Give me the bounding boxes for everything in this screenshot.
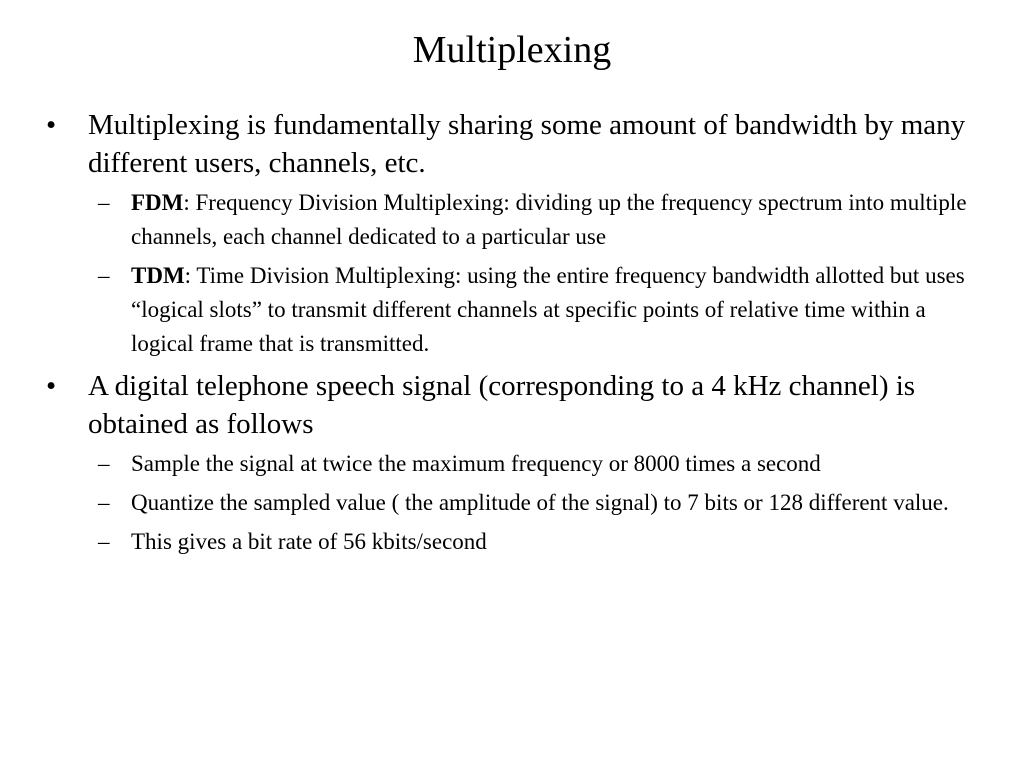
sub-item xyxy=(98,525,976,559)
slide-content xyxy=(46,106,976,565)
dash-marker: – xyxy=(98,190,110,215)
bullet-text: Multiplexing is fundamentally sharing some amount of bandwidth by many different users, channels, etc. xyxy=(88,109,966,179)
sub-item-text: This gives a bit rate of 56 kbits/second xyxy=(131,529,487,554)
bullet-marker: • xyxy=(46,370,57,402)
sub-list xyxy=(46,186,976,361)
slide-title: Multiplexing xyxy=(412,29,612,71)
dash-marker: – xyxy=(98,490,110,515)
dash-marker: – xyxy=(98,451,110,476)
sub-item-fdm xyxy=(98,186,976,254)
term-tdm: TDM xyxy=(131,263,185,288)
dash-marker: – xyxy=(98,263,110,288)
bullet-item xyxy=(46,367,976,443)
bullet-item xyxy=(46,106,976,182)
sub-item-text: : Time Division Multiplexing: using the entire frequency bandwidth allotted but uses “logical slots” to transmit different channels at specific points of relative time within a logical frame that is transmitted. xyxy=(131,263,965,356)
sub-item-tdm xyxy=(98,259,976,361)
bullet-text: A digital telephone speech signal (corresponding to a 4 kHz channel) is obtained as follows xyxy=(88,370,916,440)
sub-item-text: Quantize the sampled value ( the amplitude of the signal) to 7 bits or 128 different value. xyxy=(131,490,949,515)
term-fdm: FDM xyxy=(131,190,184,215)
bullet-marker: • xyxy=(46,109,57,141)
sub-item-text: Sample the signal at twice the maximum frequency or 8000 times a second xyxy=(131,451,821,476)
dash-marker: – xyxy=(98,529,110,554)
sub-list xyxy=(46,447,976,559)
sub-item xyxy=(98,447,976,481)
sub-item-text: : Frequency Division Multiplexing: dividing up the frequency spectrum into multiple channels, each channel dedicated to a particular use xyxy=(131,190,967,249)
sub-item xyxy=(98,486,976,520)
